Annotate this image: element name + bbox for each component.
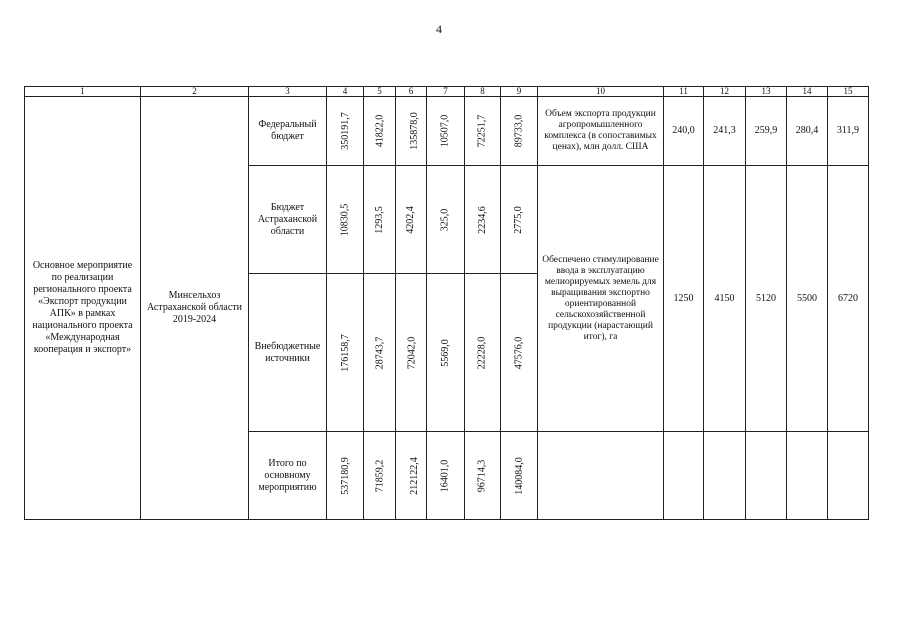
value-text: 10507,0 [439,114,451,148]
value-text: 537180,9 [339,456,351,495]
indicator-cell [538,97,664,166]
value-cell [396,432,427,520]
value-cell [364,166,396,274]
value-text: 1293,5 [373,205,385,234]
measure-text: Основное мероприятие по реализации регионального проекта «Экспорт продукции АПК» в рамках национального проекта «Международная кооперация и экспорт» [32,260,133,355]
value-cell [465,432,501,520]
funding-source-label: Федеральный бюджет [258,119,317,142]
indicator-value: 241,3 [704,97,746,166]
header-cell-11: 11 [664,87,704,97]
value-cell [364,432,396,520]
value-cell [396,166,427,274]
header-cell-2: 2 [141,87,249,97]
value-text: 71859,2 [374,459,386,492]
value-cell [501,97,538,166]
value-cell [465,97,501,166]
value-cell [327,97,364,166]
indicator-value: 240,0 [664,97,704,166]
value-cell [427,166,465,274]
program-table [24,86,869,520]
header-cell-14: 14 [787,87,828,97]
header-cell-9: 9 [501,87,538,97]
header-cell-12: 12 [704,87,746,97]
value-text: 135878,0 [408,112,420,150]
indicator-value: 6720 [828,166,869,432]
value-cell [465,274,501,432]
value-cell [501,432,538,520]
value-text: 89733,0 [513,114,524,148]
value-text: 96714,3 [476,459,488,492]
indicator-text: Обеспечено стимулирование ввода в эксплуатацию мелиорируемых земель для выращивания экспортно ориентированной сельскохозяйственной продукции (нарастающий итог), га [542,254,659,342]
header-cell-6: 6 [396,87,427,97]
value-cell [364,274,396,432]
value-cell [501,274,538,432]
indicator-value: 280,4 [787,97,828,166]
funding-source-cell [249,97,327,166]
value-text: 16401,0 [439,459,451,492]
value-cell [501,166,538,274]
header-cell-7: 7 [427,87,465,97]
value-text: 28743,7 [374,336,386,369]
table-row [25,97,869,166]
funding-source-cell [249,274,327,432]
indicator-value: 311,9 [828,97,869,166]
value-text: 22228,0 [476,336,488,369]
indicator-value: 5120 [746,166,787,432]
indicator-value: 5500 [787,166,828,432]
value-text: 72251,7 [476,114,488,148]
funding-source-label: Итого по основному мероприятию [258,457,317,493]
empty-cell [787,432,828,520]
value-cell [427,97,465,166]
value-text: 41822,0 [374,114,386,148]
value-cell [396,97,427,166]
header-cell-8: 8 [465,87,501,97]
empty-cell [746,432,787,520]
value-cell [327,166,364,274]
indicator-value: 4150 [704,166,746,432]
funding-source-label: Бюджет Астраханской области [257,201,318,237]
value-text: 72042,0 [406,336,418,369]
value-text: 5569,0 [439,338,451,367]
value-cell [465,166,501,274]
value-cell [327,274,364,432]
value-text: 10830,5 [339,203,350,236]
header-cell-5: 5 [364,87,396,97]
value-cell [327,432,364,520]
value-cell [364,97,396,166]
empty-cell [828,432,869,520]
indicator-value: 1250 [664,166,704,432]
header-cell-3: 3 [249,87,327,97]
value-text: 140084,0 [513,456,525,495]
value-cell [427,274,465,432]
header-row [25,87,869,97]
funding-source-cell [249,432,327,520]
indicator-text: Объем экспорта продукции агропромышленного комплекса (в сопоставимых ценах), млн долл. США [544,109,657,152]
executor-text: Минсельхоз Астраханской области 2019-2024 [146,290,243,325]
value-text: 2234,6 [476,205,488,234]
value-text: 4202,4 [405,205,416,234]
header-cell-13: 13 [746,87,787,97]
empty-cell [704,432,746,520]
funding-source-cell [249,166,327,274]
value-text: 2775,0 [513,205,524,234]
executor-cell [141,97,249,520]
indicator-value: 259,9 [746,97,787,166]
value-text: 176158,7 [339,333,351,372]
header-cell-10: 10 [538,87,664,97]
value-cell [427,432,465,520]
page-number: 4 [436,22,442,36]
header-cell-4: 4 [327,87,364,97]
indicator-cell [538,166,664,432]
header-cell-1: 1 [25,87,141,97]
header-cell-15: 15 [828,87,869,97]
value-text: 350191,7 [339,112,351,150]
funding-source-label: Внебюджетные источники [254,340,321,364]
empty-cell [664,432,704,520]
value-text: 325,0 [439,208,451,231]
measure-cell [25,97,141,520]
value-cell [396,274,427,432]
value-text: 212122,4 [408,456,420,495]
empty-cell [538,432,664,520]
value-text: 47576,0 [513,336,524,369]
